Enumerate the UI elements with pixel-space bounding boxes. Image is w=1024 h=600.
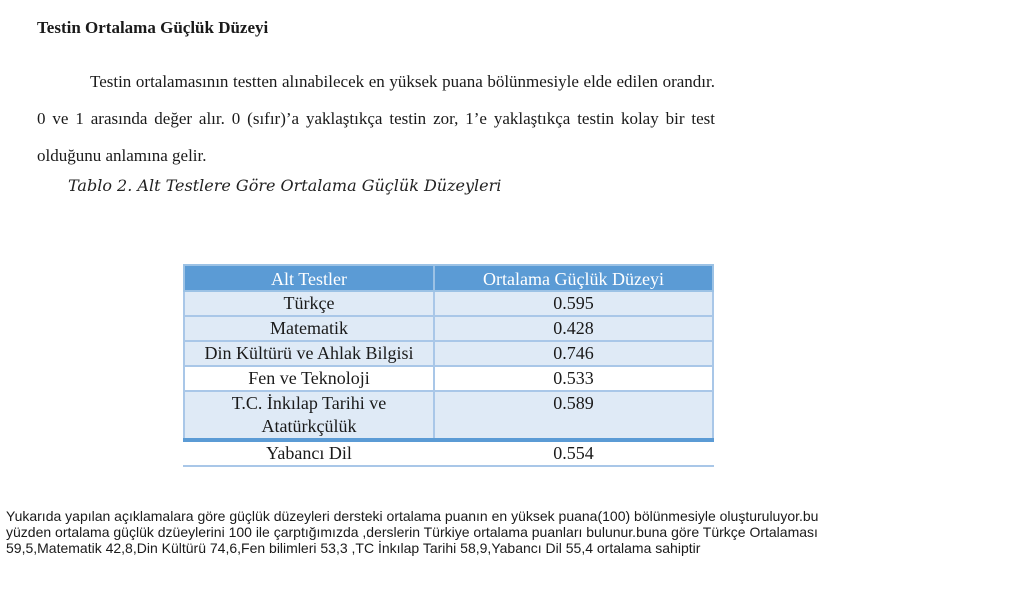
- table-row: [184, 440, 713, 466]
- difficulty-value-cell: 0.595: [434, 291, 713, 316]
- difficulty-value-cell: 0.428: [434, 316, 713, 341]
- table-row: [184, 291, 713, 316]
- section-heading: Testin Ortalama Güçlük Düzeyi: [37, 18, 269, 37]
- difficulty-value-cell: 0.533: [434, 366, 713, 391]
- header-ortalama-guclluk: Ortalama Güçlük Düzeyi: [434, 265, 713, 291]
- test-name-cell: Matematik: [184, 316, 434, 341]
- table-row: [184, 316, 713, 341]
- table-row: [184, 391, 713, 440]
- table-row: [184, 341, 713, 366]
- explanatory-note: Yukarıda yapılan açıklamalara göre güçlük düzeyleri dersteki ortalama puanın en yüksek puana(100) bölünmesiyle oluşturuluyor.bu yüzden ortalama güçlük dzüeylerini 100 ile çarptığımızda ,derslerin Türkiye ortalama puanları bulunur.buna göre Türkçe Ortalaması 59,5,Matematik 42,8,Din Kültürü 74,6,Fen bilimleri 53,3 ,TC İnkılap Tarihi 58,9,Yabancı Dil 55,4 ortalama sahiptir: [6, 508, 819, 556]
- table-row: [184, 366, 713, 391]
- test-name-cell: T.C. İnkılap Tarihi ve Atatürkçülük: [184, 391, 434, 440]
- test-name-cell: Fen ve Teknoloji: [184, 366, 434, 391]
- difficulty-value-cell: 0.589: [434, 391, 713, 440]
- difficulty-table: [183, 264, 714, 467]
- difficulty-value-cell: 0.746: [434, 341, 713, 366]
- table-header-row: [184, 265, 713, 291]
- header-alt-testler: Alt Testler: [184, 265, 434, 291]
- difficulty-value-cell: 0.554: [434, 440, 713, 466]
- test-name-cell: Türkçe: [184, 291, 434, 316]
- body-paragraph: Testin ortalamasının testten alınabilecek en yüksek puana bölünmesiyle elde edilen orandır. 0 ve 1 arasında değer alır. 0 (sıfır)’a yaklaştıkça testin zor, 1’e yaklaştıkça testin kolay bir test olduğunu anlamına gelir.: [37, 72, 715, 165]
- table-caption: Tablo 2. Alt Testlere Göre Ortalama Güçlük Düzeyleri: [68, 176, 502, 195]
- test-name-cell: Din Kültürü ve Ahlak Bilgisi: [184, 341, 434, 366]
- test-name-cell: Yabancı Dil: [184, 440, 434, 466]
